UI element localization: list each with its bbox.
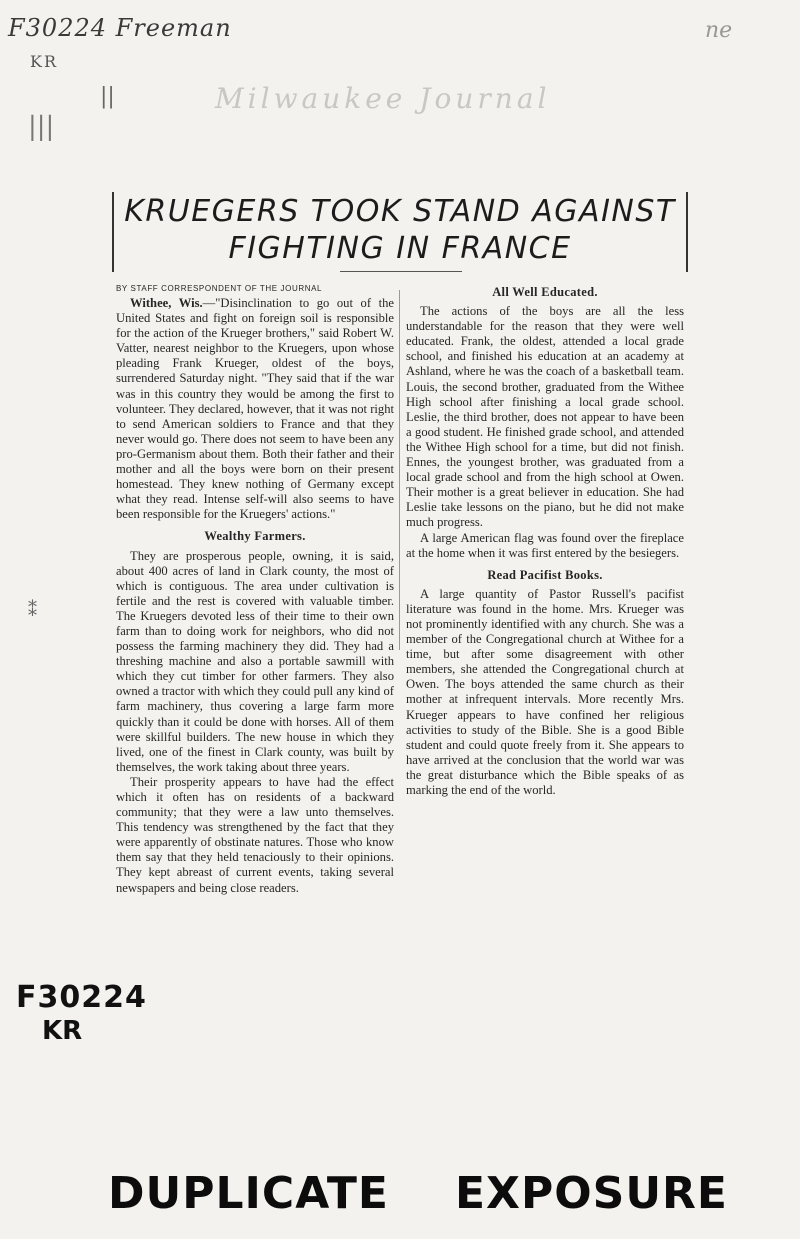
stamp-word-exposure: EXPOSURE: [455, 1168, 728, 1219]
paragraph-wealthy-2: Their prosperity appears to have had the effect which it often has on residents of a backward community; that they were a law unto themselves. This tendency was strengthened by the fact that they were apparently of obstinate natures. Those who know them say that they held tenaciously to their opinions. They kept abreast of current events, taking several newspapers and being close readers.: [116, 774, 394, 895]
dateline: Withee, Wis.: [130, 296, 203, 310]
article-column-right: [406, 285, 684, 798]
handwritten-file-sub: KR: [42, 1016, 83, 1046]
subhead-all-well-educated: All Well Educated.: [492, 285, 598, 299]
column-divider: [399, 290, 400, 650]
pencil-tick-mark: ||: [100, 84, 115, 109]
article-column-left: [116, 282, 394, 896]
handwritten-archive-code: F30224 Freeman: [8, 14, 232, 42]
headline-line-2: FIGHTING IN FRANCE: [228, 231, 572, 266]
faint-pencil-source: Milwaukee Journal: [215, 82, 551, 115]
paragraph-wealthy-1: They are prosperous people, owning, it is said, about 400 acres of land in Clark county, the most of which is contiguous. The area under cultivation is fertile and the rest is covered with valuable timber. The Kruegers devoted less of their time to their own farm than to doing work for neighbors, who did not possess the farming machinery they did. They had a threshing machine and also a portable sawmill with which they cut timber for other farmers. They also owned a tractor with which they could pull any kind of farm machinery, thus covering a large farm more quickly than it could be done with horses. All of them were skillful builders. The new house in which they lived, one of the finest in Clark county, was built by themselves, the work taking about three years.: [116, 548, 394, 774]
subhead-read-pacifist-books: Read Pacifist Books.: [487, 567, 603, 582]
stamp-word-duplicate: DUPLICATE: [108, 1168, 389, 1219]
paragraph-pacifist-1: A large quantity of Pastor Russell's pacifist literature was found in the home. Mrs. Krueger was not prominently identified with any church. She was a member of the Congregational church at Withee for a time, but after some disagreement with other members, she attended the Congregational church at Owen. The boys attended the same church as their mother at infrequent intervals. More recently Mrs. Krueger appears to have confined her religious activities to study of the Bible. She is a good Bible student and could quote freely from it. She appears to have arrived at the conclusion that the world war was the great disturbance which the Bible speaks of as marking the end of the world.: [406, 586, 684, 797]
article-headline: [112, 192, 688, 272]
pencil-tick-mark-2: |||: [28, 112, 55, 142]
margin-mark: ⁑: [28, 600, 37, 620]
headline-line-1: KRUEGERS TOOK STAND AGAINST: [124, 194, 676, 229]
handwritten-archive-sub: KR: [30, 52, 58, 71]
paragraph-educated-2: A large American flag was found over the fireplace at the home when it was first entered by the besiegers.: [406, 530, 684, 560]
duplicate-exposure-stamp: [108, 1168, 728, 1219]
subhead-wealthy-farmers: Wealthy Farmers.: [204, 529, 306, 544]
headline-rule: [340, 271, 462, 272]
corner-pencil-mark: ne: [705, 18, 733, 43]
lead-text: —"Disinclination to go out of the United States and fight on foreign soil is responsible for the action of the Krueger brothers," said Robert W. Vatter, nearest neighbor to the Kruegers, upon whose pleading Frank Krueger, oldest of the boys, surrendered Saturday night. "They said that if the war was in this country they would be among the first to volunteer. They declared, however, that it was not right to send American soldiers to France and that they never would go. There does not seem to have been any pro-Germanism about them. Both their father and their mother and all the boys were born on their present homestead. They knew nothing of Germany except what they read. Intense self-will also seems to have been responsible for the Kruegers' actions.": [116, 296, 394, 522]
byline: BY STAFF CORRESPONDENT OF THE JOURNAL: [116, 284, 323, 293]
lead-paragraph: [116, 296, 394, 522]
handwritten-file-code: F30224: [16, 980, 147, 1015]
paragraph-educated-1: The actions of the boys are all the less understandable for the reason that they were well educated. Frank, the oldest, attended a local grade school, and finished his education at an academy at Ashland, where he was the coach of a basketball team. Louis, the second brother, graduated from the Withee High school after finishing a local grade school. Leslie, the third brother, does not appear to have been a good student. He finished grade school, and attended the Withee High school for a time, but did not finish. Ennes, the youngest brother, was graduated from a local grade school and from the high school at Owen. Their mother is a great believer in education. She had Leslie take lessons on the piano, but he did not make much progress.: [406, 304, 684, 530]
